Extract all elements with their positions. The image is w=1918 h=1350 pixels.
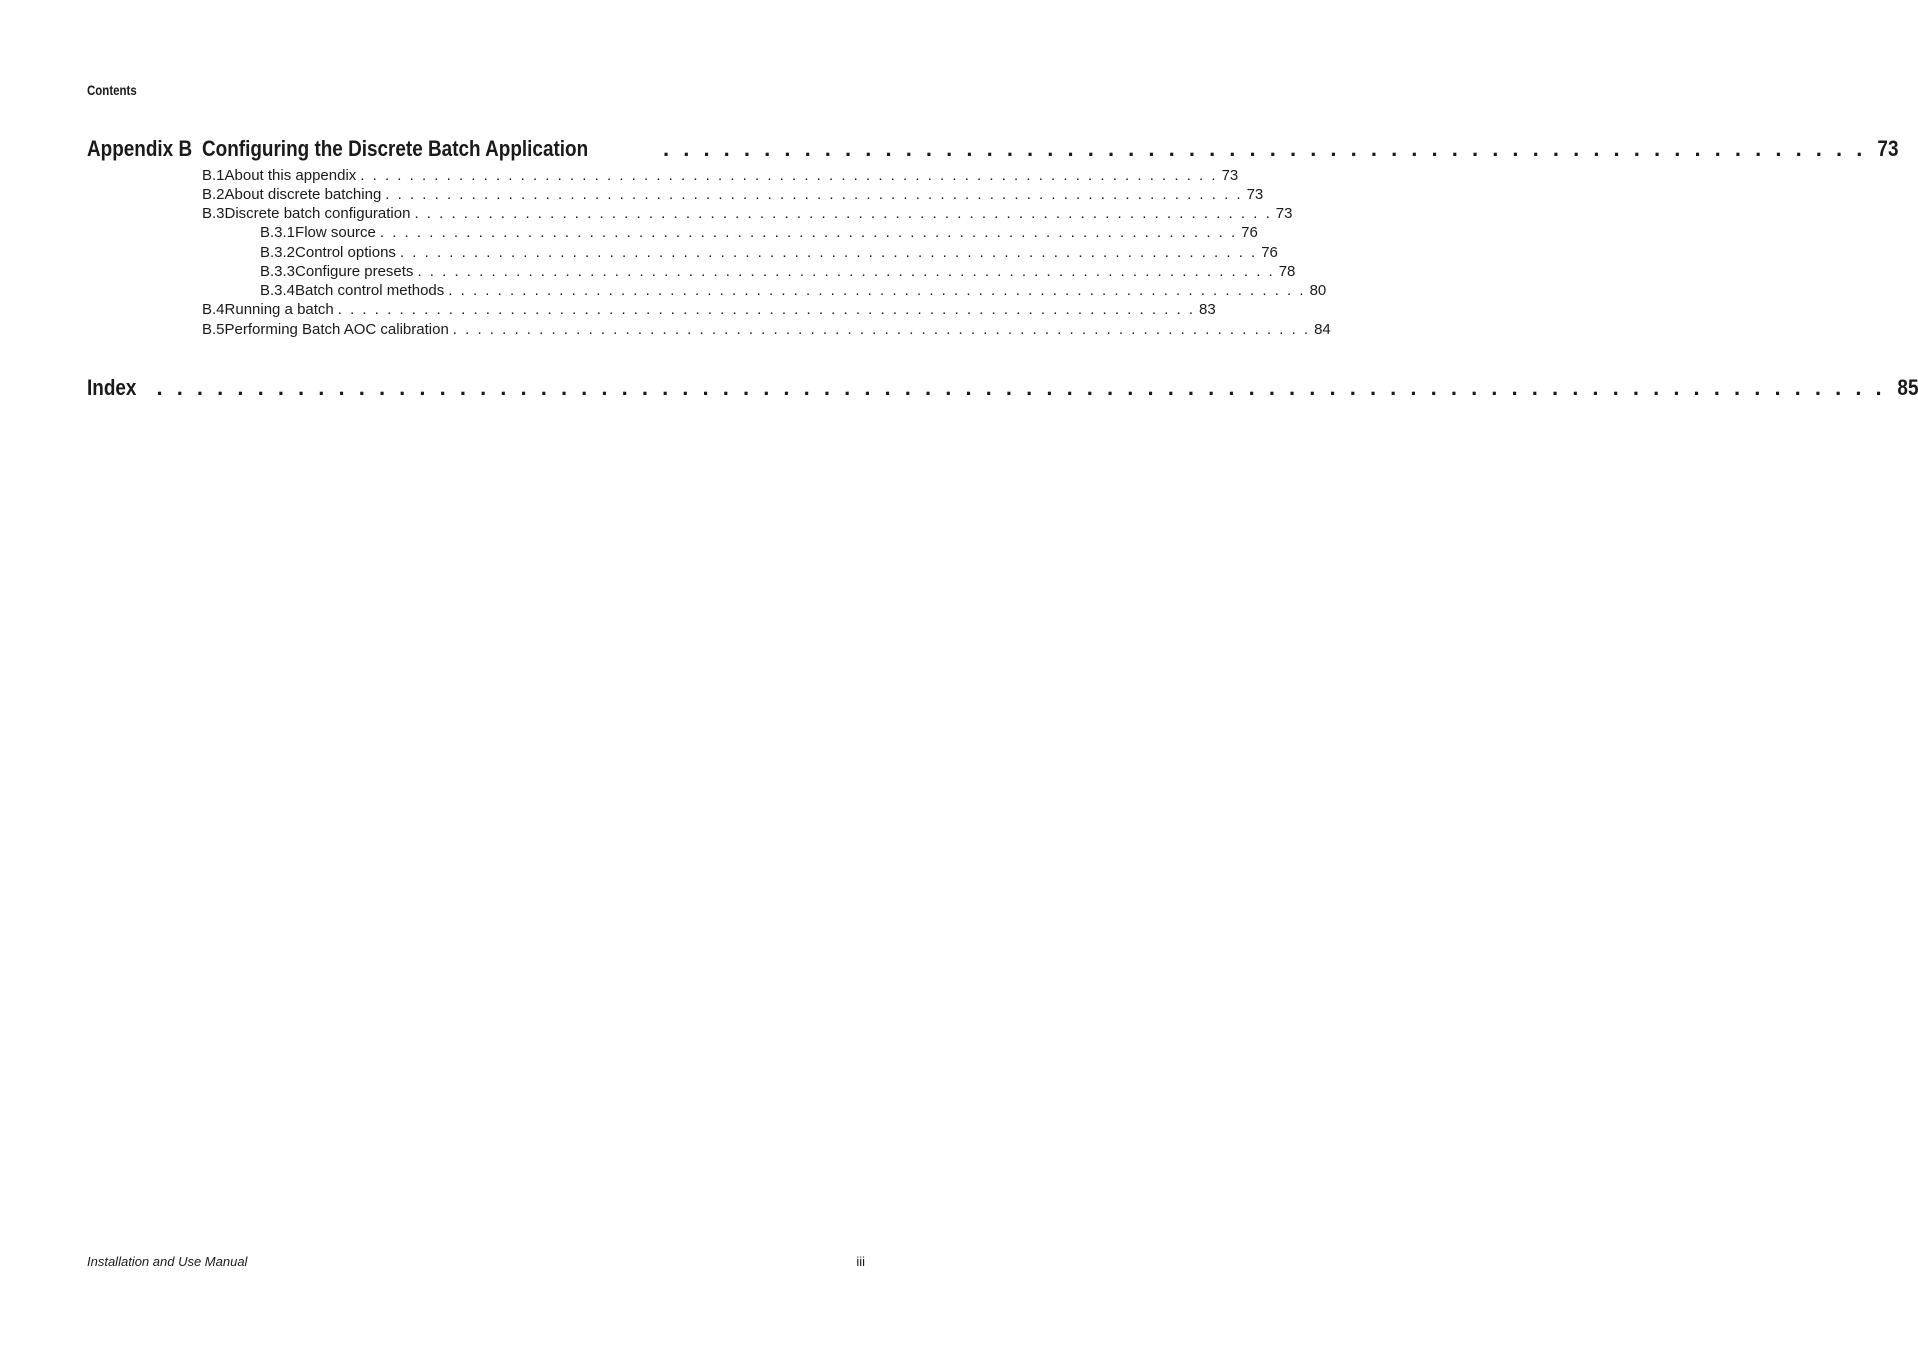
appendix-title: Configuring the Discrete Batch Application [202,136,589,161]
toc-entry-b1[interactable] [202,167,1239,186]
appendix-number: Appendix B [87,136,193,161]
toc-entry-b3-4[interactable] [260,282,1327,301]
dot-leader: . . . . . . . . . . . . . . . . . . . . . . . . . . . . . . . . . . . . . . . . . . . . . . . . . . . . . . . . . . . . . . . . . . . . . . [417,263,1275,280]
toc-entry-b3[interactable] [202,205,1293,224]
appendix-page: 73 [1877,136,1899,161]
dot-leader: . . . . . . . . . . . . . . . . . . . . . . . . . . . . . . . . . . . . . . . . . . . . . . . . . . . . . . . . . . . . . . . . . . . . . . [448,282,1306,299]
entry-title: Discrete batch configuration [224,205,411,222]
entry-number: B.3.1 [260,224,296,241]
dot-leader: . . . . . . . . . . . . . . . . . . . . . . . . . . . . . . . . . . . . . . . . . . . . . . . . . . . . . . . . . . . . [663,136,1867,161]
toc-entry-b3-3[interactable] [260,263,1296,282]
dot-leader: . . . . . . . . . . . . . . . . . . . . . . . . . . . . . . . . . . . . . . . . . . . . . . . . . . . . . . . . . . . . . . . . . . . . . . [337,301,1196,318]
index-title: Index [87,375,137,400]
entry-title: Flow source [295,224,376,241]
entry-number: B.4 [202,301,225,318]
dot-leader: . . . . . . . . . . . . . . . . . . . . . . . . . . . . . . . . . . . . . . . . . . . . . . . . . . . . . . . . . . . . . . . . . . . . . . [414,205,1272,222]
toc-index-row[interactable] [87,375,1918,405]
entry-page: 80 [1309,282,1327,299]
entry-number: B.1 [202,167,225,184]
entry-page: 78 [1278,263,1296,280]
entry-number: B.3 [202,205,225,222]
entry-page: 76 [1241,224,1258,241]
footer-manual-title: Installation and Use Manual [87,1254,248,1269]
running-header: Contents [87,82,137,98]
entry-page: 83 [1199,301,1216,318]
entry-number: B.3.4 [260,282,296,299]
entry-page: 84 [1314,321,1331,338]
entry-title: Control options [295,244,396,261]
entry-page: 73 [1275,205,1293,222]
entry-title: Configure presets [295,263,414,280]
entry-title: About discrete batching [224,186,382,203]
dot-leader: . . . . . . . . . . . . . . . . . . . . . . . . . . . . . . . . . . . . . . . . . . . . . . . . . . . . . . . . . . . . . . . . . . . . . . [399,244,1258,261]
dot-leader: . . . . . . . . . . . . . . . . . . . . . . . . . . . . . . . . . . . . . . . . . . . . . . . . . . . . . . . . . . . . . . . . . . . . . . [452,321,1311,338]
entry-title: Running a batch [224,301,334,318]
entry-number: B.3.3 [260,263,296,280]
toc-entry-b3-2[interactable] [260,244,1278,263]
toc-appendix-row[interactable] [87,136,1899,166]
toc-entry-b4[interactable] [202,301,1216,320]
dot-leader: . . . . . . . . . . . . . . . . . . . . . . . . . . . . . . . . . . . . . . . . . . . . . . . . . . . . . . . . . . . . . . . . . . . . . . [360,167,1218,184]
entry-page: 76 [1261,244,1278,261]
dot-leader: . . . . . . . . . . . . . . . . . . . . . . . . . . . . . . . . . . . . . . . . . . . . . . . . . . . . . . . . . . . . . . . . . . . . . . [385,186,1243,203]
entry-page: 73 [1221,167,1239,184]
toc-entry-b3-1[interactable] [260,224,1258,243]
toc-entry-b5[interactable] [202,321,1331,340]
entry-page: 73 [1246,186,1264,203]
entry-number: B.2 [202,186,225,203]
entry-title: About this appendix [224,167,357,184]
footer-page-number: iii [856,1254,865,1269]
index-page: 85 [1897,375,1918,400]
toc-entry-b2[interactable] [202,186,1264,205]
entry-number: B.5 [202,321,225,338]
dot-leader: . . . . . . . . . . . . . . . . . . . . . . . . . . . . . . . . . . . . . . . . . . . . . . . . . . . . . . . . . . . . . . . . . . . . . . [379,224,1238,241]
entry-title: Batch control methods [295,282,445,299]
dot-leader: . . . . . . . . . . . . . . . . . . . . . . . . . . . . . . . . . . . . . . . . . . . . . . . . . . . . . . . . . . . . . . . . . . . . . . . . . . . . . . . . . . . . . . [156,375,1886,400]
entry-number: B.3.2 [260,244,296,261]
entry-title: Performing Batch AOC calibration [224,321,449,338]
